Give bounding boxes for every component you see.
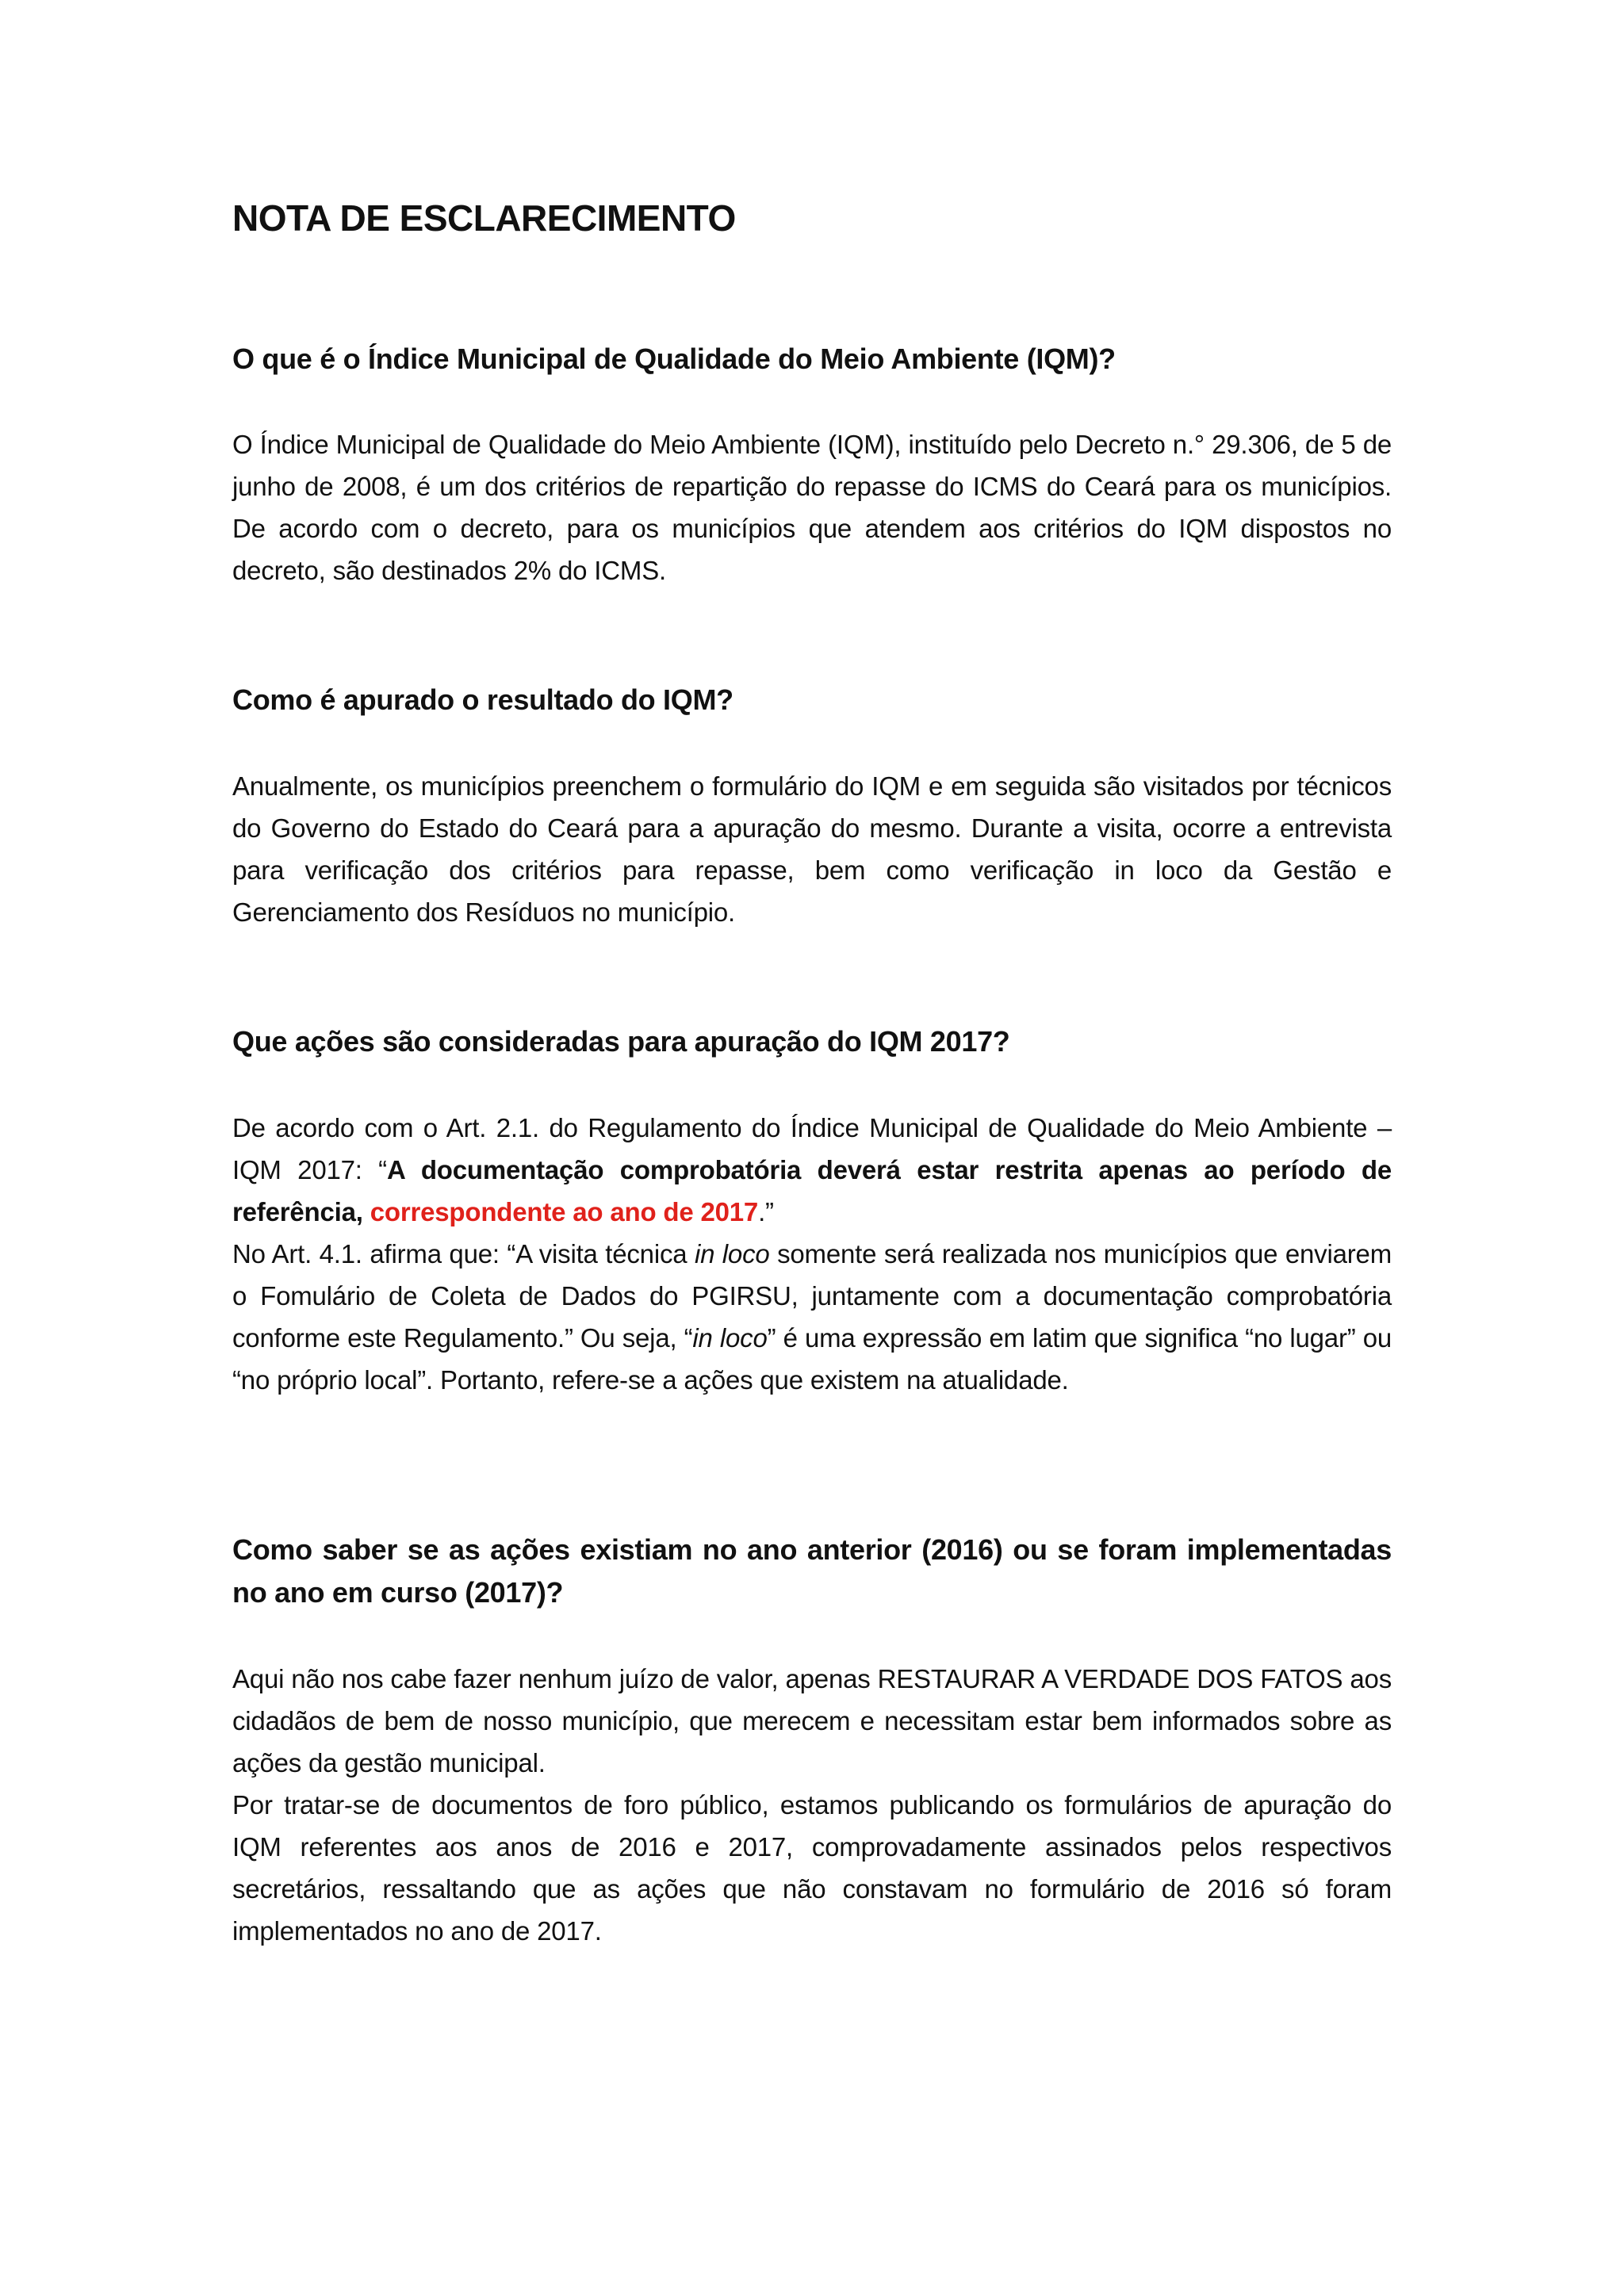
section-1-paragraph: O Índice Municipal de Qualidade do Meio Ambiente (IQM), instituído pelo Decreto n.° 29.306, de 5 de junho de 2008, é um dos critérios de repartição do repasse do ICMS do Ceará para os municípios. De acordo com o decreto, para os municípios que atendem aos critérios do IQM dispostos no decreto, são destinados 2% do ICMS. <box>232 430 1392 585</box>
bold-text: A documentação comprobatória deverá estar restrita apenas ao período de referência, <box>232 1155 1392 1226</box>
italic-text: in loco <box>694 1239 770 1269</box>
text-span: somente será realizada nos municípios que enviarem o Fomulário de Coleta de Dados do PGIRSU, juntamente com a documentação comprobatória conforme este Regulamento.” Ou seja, “ <box>232 1239 1392 1353</box>
section-3-heading: Que ações são consideradas para apuração do IQM 2017? <box>232 1025 1010 1058</box>
highlighted-text: correspondente ao ano de 2017 <box>370 1197 759 1226</box>
section-2-paragraph: Anualmente, os municípios preenchem o formulário do IQM e em seguida são visitados por técnicos do Governo do Estado do Ceará para a apuração do mesmo. Durante a visita, ocorre a entrevista para verificação dos critérios para repasse, bem como verificação in loco da Gestão e Gerenciamento dos Resíduos no município. <box>232 771 1392 927</box>
page-title: NOTA DE ESCLARECIMENTO <box>232 197 736 239</box>
section-3-paragraph-2 <box>232 1233 1392 1401</box>
section-4-paragraph-2: Por tratar-se de documentos de foro público, estamos publicando os formulários de apuração do IQM referentes aos anos de 2016 e 2017, comprovadamente assinados pelos respectivos secretários, ressaltando que as ações que não constavam no formulário de 2016 só foram implementados no ano de 2017. <box>232 1790 1392 1946</box>
italic-text: in loco <box>692 1323 768 1353</box>
text-span: No Art. 4.1. afirma que: “A visita técnica <box>232 1239 695 1269</box>
section-2-heading: Como é apurado o resultado do IQM? <box>232 683 733 716</box>
text-span: .” <box>758 1197 774 1226</box>
text-span: De acordo com o Art. 2.1. do Regulamento do Índice Municipal de Qualidade do Meio Ambiente – IQM 2017: “ <box>232 1113 1392 1184</box>
section-4-heading: Como saber se as ações existiam no ano anterior (2016) ou se foram implementadas no ano em curso (2017)? <box>232 1533 1392 1609</box>
section-4-paragraph-1: Aqui não nos cabe fazer nenhum juízo de valor, apenas RESTAURAR A VERDADE DOS FATOS aos cidadãos de bem de nosso município, que merecem e necessitam estar bem informados sobre as ações da gestão municipal. <box>232 1664 1392 1777</box>
text-span: ” é uma expressão em latim que significa “no lugar” ou “no próprio local”. Portanto, refere-se a ações que existem na atualidade. <box>232 1323 1392 1395</box>
section-1-heading: O que é o Índice Municipal de Qualidade do Meio Ambiente (IQM)? <box>232 342 1116 375</box>
section-3-paragraph-1 <box>232 1107 1392 1233</box>
